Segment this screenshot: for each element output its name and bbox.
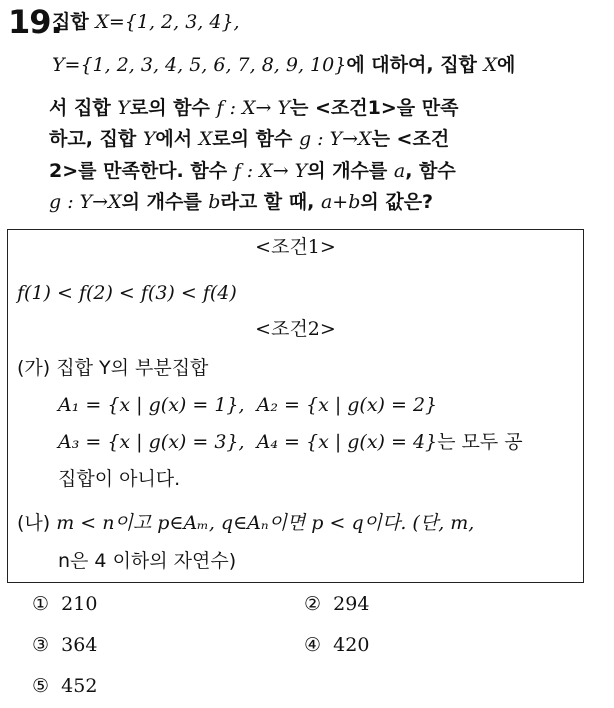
stem-line-3: 서 집합 Y로의 함수 f : X→ Y는 <조건1>을 만족 [49,97,459,119]
condition1-title: <조건1> [255,236,336,258]
set-x-definition: X={1, 2, 3, 4}, [95,11,240,33]
stem-line-4: 하고, 집합 Y에서 X로의 함수 g : Y→X는 <조건 [49,128,450,150]
condition2-title: <조건2> [255,318,336,340]
condition-ga-tail: 집합이 아니다. [58,468,181,490]
condition-na-line1: (나) m < n이고 p∈Aₘ, q∈Aₙ이면 p < q이다. (단, m, [17,512,475,534]
stem-line-2: Y={1, 2, 3, 4, 5, 6, 7, 8, 9, 10}에 대하여, 집합 X에 [52,54,516,76]
condition-ga-a1-a2: A₁ = {x | g(x) = 1}, A₂ = {x | g(x) = 2} [58,394,438,416]
stem-line-5: 2>를 만족한다. 함수 f : X→ Y의 개수를 a, 함수 [49,160,456,182]
question-number: 19. [8,3,62,41]
choice-3[interactable]: ③ 364 [32,634,98,656]
condition-ga-line: (가) 집합 Y의 부분집합 [17,357,209,379]
stem-line-1: 집합 X={1, 2, 3, 4}, [52,11,240,33]
choice-1[interactable]: ① 210 [32,593,98,615]
choice-5[interactable]: ⑤ 452 [32,675,98,697]
condition-box [7,229,584,583]
set-y-definition: Y={1, 2, 3, 4, 5, 6, 7, 8, 9, 10} [52,54,347,76]
condition-ga-a3-a4: A₃ = {x | g(x) = 3}, A₄ = {x | g(x) = 4}는 모두 공 [58,431,523,453]
choice-2[interactable]: ② 294 [304,593,370,615]
condition1-body: f(1) < f(2) < f(3) < f(4) [17,282,237,304]
stem-line-6: g : Y→X의 개수를 b라고 할 때, a+b의 값은? [49,191,434,213]
condition-na-line2: n은 4 이하의 자연수) [58,550,237,572]
choice-4[interactable]: ④ 420 [304,634,370,656]
